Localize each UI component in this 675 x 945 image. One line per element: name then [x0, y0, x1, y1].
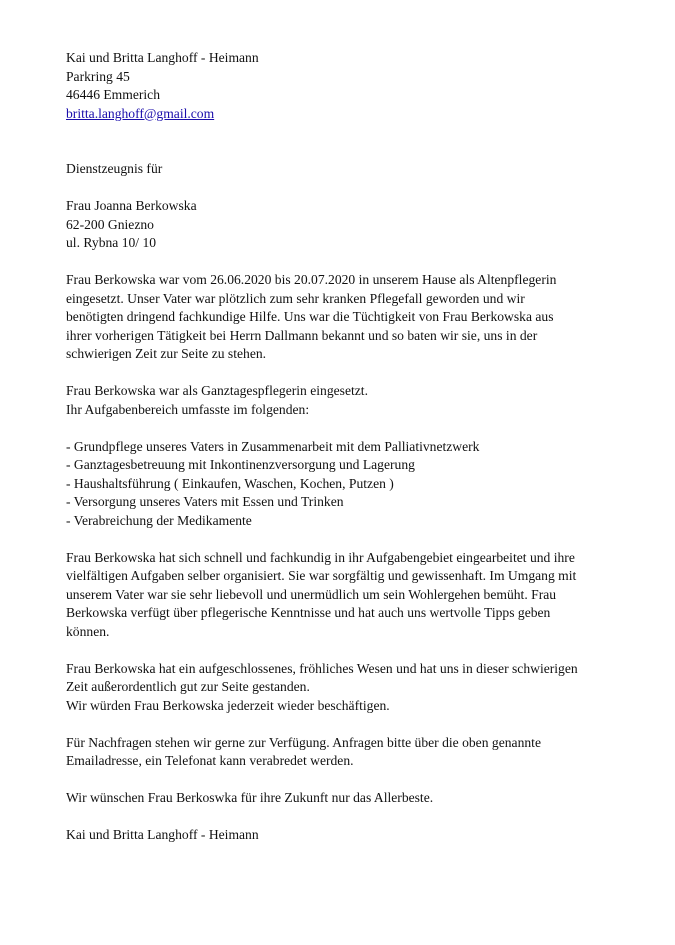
task-list-item: - Versorgung unseres Vaters mit Essen und Trinken: [66, 494, 344, 509]
task-list: [66, 438, 656, 531]
sender-street: Parkring 45: [66, 68, 130, 84]
paragraph-performance: [66, 549, 656, 642]
paragraph-line: Für Nachfragen stehen wir gerne zur Verfügung. Anfragen bitte über die oben genannte: [66, 734, 541, 750]
paragraph-line: eingesetzt. Unser Vater war plötzlich zum sehr kranken Pflegefall geworden und wir: [66, 290, 525, 306]
subject-line: Dienstzeugnis für: [66, 161, 163, 176]
recipient-name: Frau Joanna Berkowska: [66, 198, 197, 213]
recipient-city: 62-200 Gniezno: [66, 216, 154, 232]
signature: Kai und Britta Langhoff - Heimann: [66, 827, 259, 842]
paragraph-line: unserem Vater war sie sehr liebevoll und unermüdlich um sein Wohlergehen bemüht. Frau: [66, 586, 557, 602]
recipient-street: ul. Rybna 10/ 10: [66, 235, 157, 250]
paragraph-line: schwierigen Zeit zur Seite zu stehen.: [66, 346, 267, 361]
paragraph-line: können.: [66, 623, 110, 639]
paragraph-contact: [66, 734, 656, 771]
paragraph-line: Frau Berkowska hat ein aufgeschlossenes, fröhliches Wesen und hat uns in dieser schwierigen: [66, 660, 578, 676]
paragraph-line: Zeit außerordentlich gut zur Seite gestanden.: [66, 679, 310, 694]
task-list-item: - Haushaltsführung ( Einkaufen, Waschen, Kochen, Putzen ): [66, 475, 394, 491]
sender-email-link[interactable]: britta.langhoff@gmail.com: [66, 105, 215, 121]
paragraph-line: benötigten dringend fachkundige Hilfe. Uns war die Tüchtigkeit von Frau Berkowska aus: [66, 309, 554, 324]
paragraph-line: Ihr Aufgabenbereich umfasste im folgenden:: [66, 401, 310, 417]
letter-page: [66, 49, 656, 845]
closing-wish: Wir wünschen Frau Berkoswka für ihre Zukunft nur das Allerbeste.: [66, 790, 434, 805]
paragraph-line: Frau Berkowska war vom 26.06.2020 bis 20.07.2020 in unserem Hause als Altenpflegerin: [66, 272, 557, 287]
paragraph-character: [66, 660, 656, 716]
sender-name: Kai und Britta Langhoff - Heimann: [66, 50, 259, 65]
sender-block: [66, 49, 656, 123]
paragraph-line: Frau Berkowska hat sich schnell und fachkundig in ihr Aufgabengebiet eingearbeitet und ihre: [66, 549, 575, 565]
paragraph-line: Berkowska verfügt über pflegerische Kenntnisse und hat auch uns wertvolle Tipps geben: [66, 605, 551, 620]
paragraph-role: [66, 382, 656, 419]
paragraph-employment: [66, 271, 656, 364]
paragraph-line: Wir würden Frau Berkowska jederzeit wieder beschäftigen.: [66, 697, 390, 713]
paragraph-line: ihrer vorherigen Tätigkeit bei Herrn Dallmann bekannt und so baten wir sie, uns in der: [66, 327, 538, 343]
paragraph-line: Frau Berkowska war als Ganztagespflegerin eingesetzt.: [66, 383, 368, 398]
paragraph-line: vielfältigen Aufgaben selber organisiert. Sie war sorgfältig und gewissenhaft. Im Umgang mit: [66, 568, 577, 583]
task-list-item: - Grundpflege unseres Vaters in Zusammenarbeit mit dem Palliativnetzwerk: [66, 438, 480, 454]
paragraph-line: Emailadresse, ein Telefonat kann verabredet werden.: [66, 753, 354, 768]
sender-city: 46446 Emmerich: [66, 87, 161, 102]
task-list-item: - Verabreichung der Medikamente: [66, 512, 252, 528]
recipient-block: [66, 197, 656, 253]
task-list-item: - Ganztagesbetreuung mit Inkontinenzversorgung und Lagerung: [66, 457, 415, 472]
